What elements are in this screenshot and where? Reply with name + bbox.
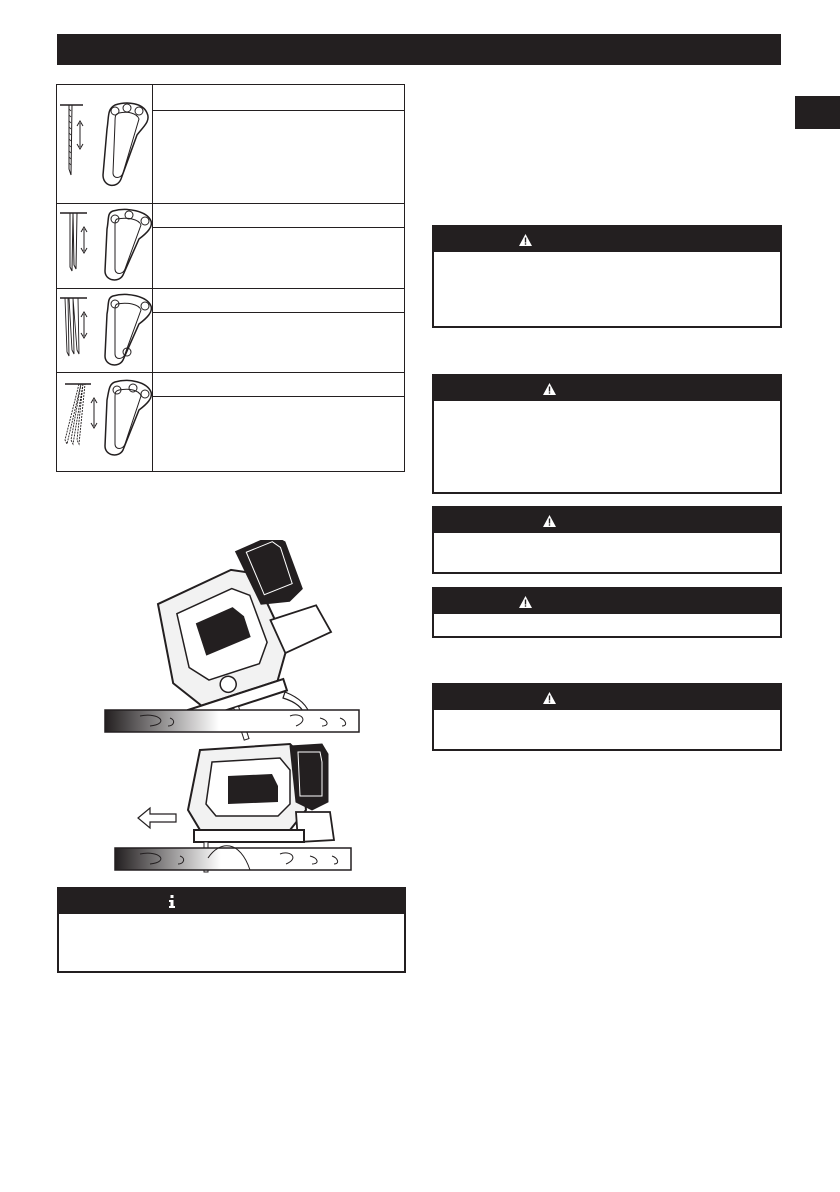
page-header-title	[57, 42, 67, 57]
table-divider	[152, 396, 405, 397]
wood-board	[105, 710, 359, 732]
warning-triangle-icon	[543, 515, 556, 527]
warning-box	[432, 225, 782, 328]
table-divider	[152, 110, 405, 111]
warning-triangle-icon	[543, 383, 556, 395]
orbit-2-blade-stroke-icon	[57, 292, 152, 372]
straight-blade-stroke-icon	[57, 99, 152, 199]
table-divider	[57, 372, 404, 373]
warning-triangle-icon	[519, 234, 532, 246]
table-divider	[57, 288, 404, 289]
jigsaw-cutting-illustration	[100, 540, 370, 880]
orbit-3-blade-stroke-icon	[57, 376, 152, 466]
orbit-1-blade-stroke-icon	[57, 207, 152, 287]
feed-direction-arrow-icon	[138, 808, 176, 828]
orbital-setting-table	[56, 84, 405, 472]
info-icon	[168, 895, 176, 908]
language-tab	[795, 96, 840, 129]
warning-box	[432, 374, 782, 494]
warning-box	[432, 587, 782, 638]
warning-triangle-icon	[519, 596, 532, 608]
warning-box	[432, 506, 782, 574]
warning-box	[432, 683, 782, 751]
language-tab-label	[795, 105, 805, 120]
warning-triangle-icon	[543, 692, 556, 704]
page-header-bar	[57, 34, 781, 65]
table-divider-vertical	[152, 85, 153, 471]
note-box	[57, 887, 406, 973]
table-divider	[152, 227, 405, 228]
table-divider	[57, 203, 404, 204]
table-divider	[152, 312, 405, 313]
